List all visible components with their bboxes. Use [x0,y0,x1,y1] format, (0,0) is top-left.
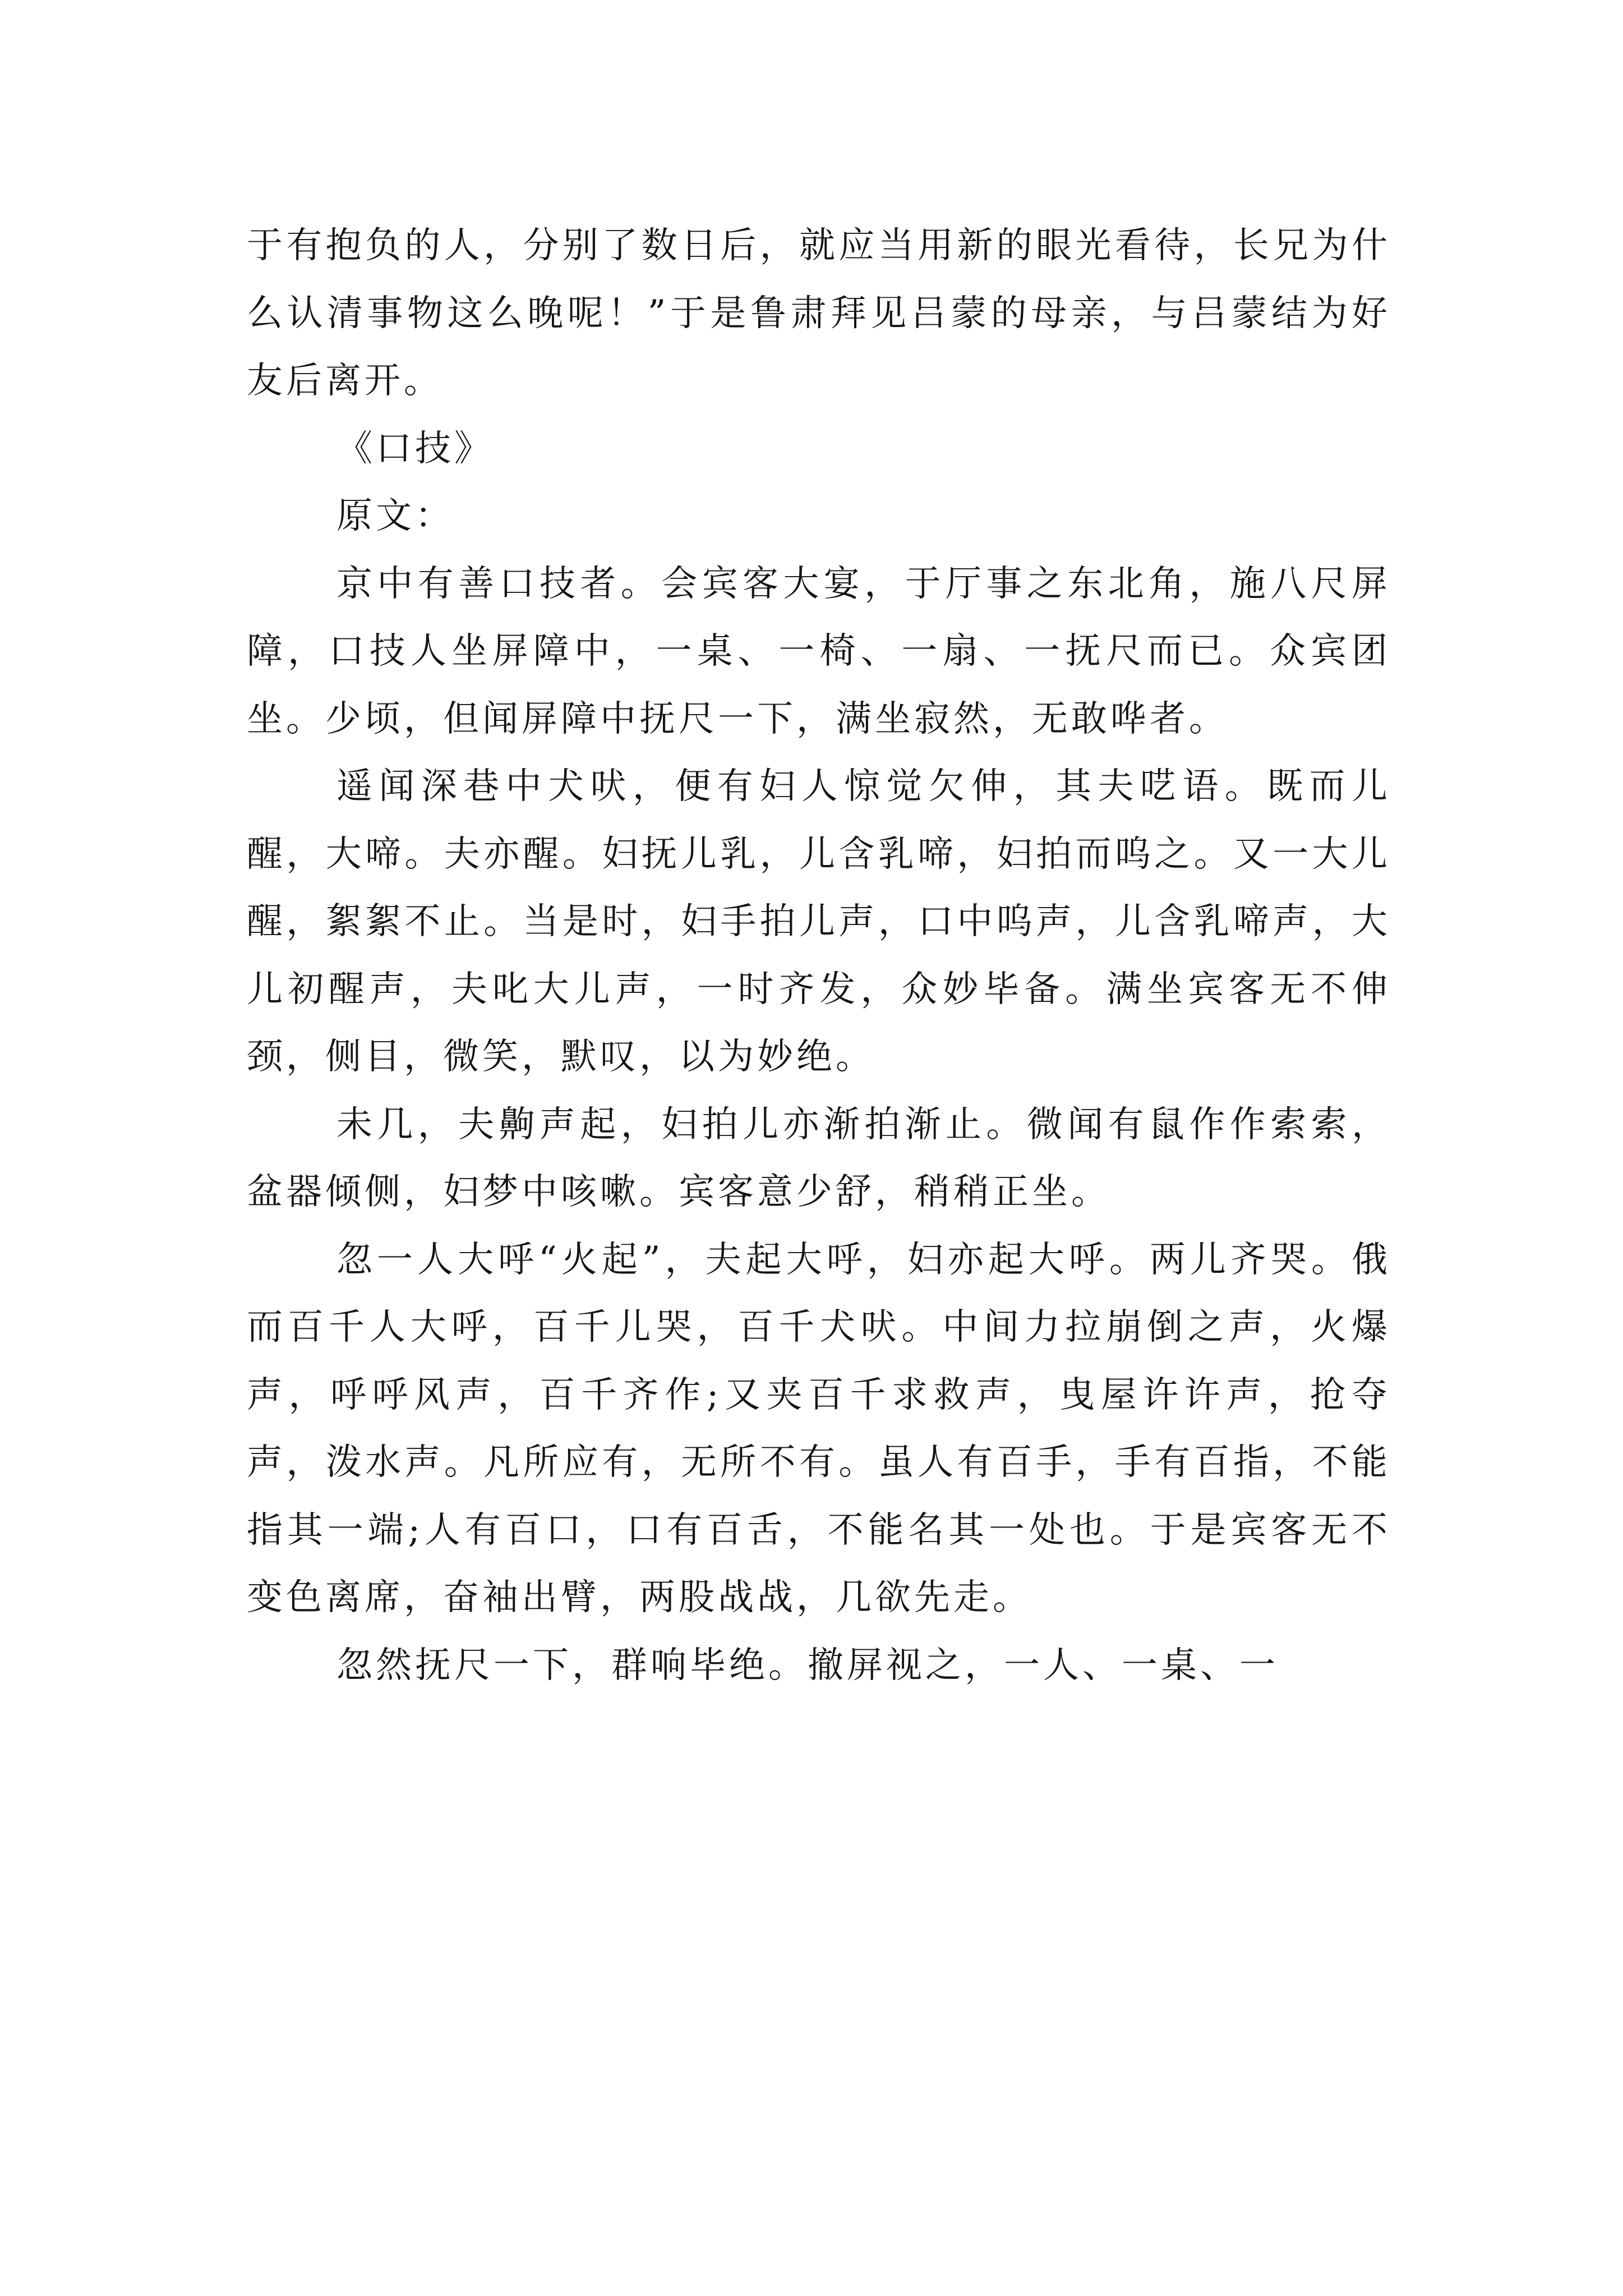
section-label-original-text: 原文： [336,495,454,537]
paragraph-continuation: 于有抱负的人，分别了数日后，就应当用新的眼光看待，长兄为什么认清事物这么晚呢！”于是鲁肃拜见吕蒙的母亲，与吕蒙结为好友后离开。 [247,225,1391,402]
paragraph-4: 忽一人大呼“火起”，夫起大呼，妇亦起大呼。两儿齐哭。俄而百千人大呼，百千儿哭，百千犬吠。中间力拉崩倒之声，火爆声，呼呼风声，百千齐作;又夹百千求救声，曳屋许许声，抢夺声，泼水声。凡所应有，无所不有。虽人有百手，手有百指，不能指其一端;人有百口，口有百舌，不能名其一处也。于是宾客无不变色离席，奋袖出臂，两股战战，几欲先走。 [247,1239,1391,1618]
paragraph-3: 未几，夫齁声起，妇拍儿亦渐拍渐止。微闻有鼠作作索索，盆器倾侧，妇梦中咳嗽。宾客意少舒，稍稍正坐。 [247,1103,1391,1213]
paragraph-2: 遥闻深巷中犬吠，便有妇人惊觉欠伸，其夫呓语。既而儿醒，大啼。夫亦醒。妇抚儿乳，儿含乳啼，妇拍而呜之。又一大儿醒，絮絮不止。当是时，妇手拍儿声，口中呜声，儿含乳啼声，大儿初醒声，夫叱大儿声，一时齐发，众妙毕备。满坐宾客无不伸颈，侧目，微笑，默叹，以为妙绝。 [247,766,1391,1078]
document-body [247,212,1391,1699]
paragraph-1: 京中有善口技者。会宾客大宴，于厅事之东北角，施八尺屏障，口技人坐屏障中，一桌、一椅、一扇、一抚尺而已。众宾团坐。少顷，但闻屏障中抚尺一下，满坐寂然，无敢哗者。 [247,563,1391,740]
paragraph-5: 忽然抚尺一下，群响毕绝。撤屏视之，一人、一桌、一 [336,1644,1279,1686]
section-title-kouji: 《口技》 [336,427,494,470]
